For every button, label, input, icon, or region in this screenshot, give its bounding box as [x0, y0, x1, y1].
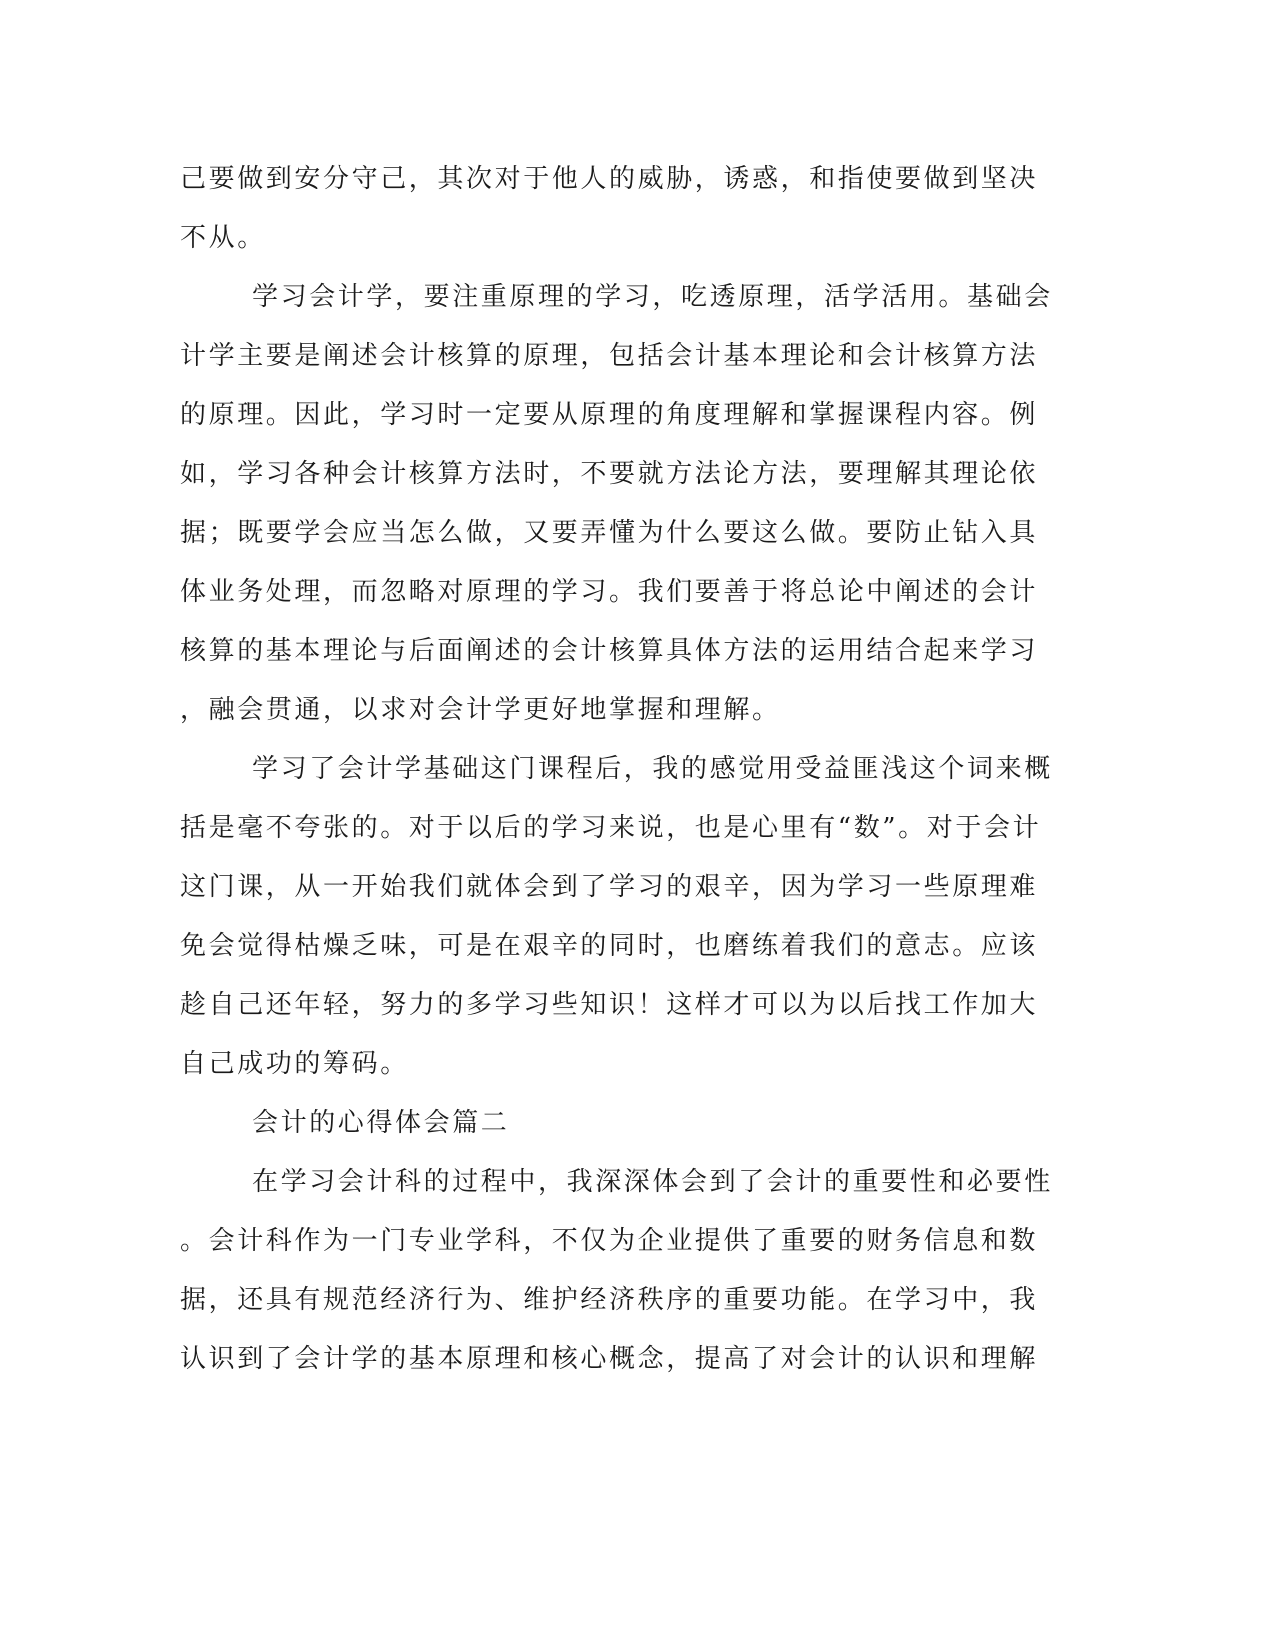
- text-line-10: ，融会贯通，以求对会计学更好地掌握和理解。: [180, 695, 781, 725]
- text-line-14: 免会觉得枯燥乏味，可是在艰辛的同时，也磨练着我们的意志。应该: [180, 931, 1039, 961]
- text-line-21: 认识到了会计学的基本原理和核心概念，提高了对会计的认识和理解: [180, 1344, 1039, 1374]
- text-line-6: 如，学习各种会计核算方法时，不要就方法论方法，要理解其理论依: [180, 459, 1039, 489]
- paragraph-start-line: 学习会计学，要注重原理的学习，吃透原理，活学活用。基础会: [252, 282, 1053, 312]
- text-line-13: 这门课，从一开始我们就体会到了学习的艰辛，因为学习一些原理难: [180, 872, 1039, 902]
- paragraph-start-line: 学习了会计学基础这门课程后，我的感觉用受益匪浅这个词来概: [252, 754, 1053, 784]
- text-line-4: 计学主要是阐述会计核算的原理，包括会计基本理论和会计核算方法: [180, 341, 1039, 371]
- document-body: [180, 150, 1053, 1389]
- text-line-15: 趁自己还年轻，努力的多学习些知识！这样才可以为以后找工作加大: [180, 990, 1039, 1020]
- text-line-9: 核算的基本理论与后面阐述的会计核算具体方法的运用结合起来学习: [180, 636, 1039, 666]
- text-line-7: 据；既要学会应当怎么做，又要弄懂为什么要这么做。要防止钻入具: [180, 518, 1039, 548]
- text-line-2: 不从。: [180, 223, 266, 253]
- text-line-19: 。会计科作为一门专业学科，不仅为企业提供了重要的财务信息和数: [180, 1226, 1039, 1256]
- text-line-12: 括是毫不夸张的。对于以后的学习来说，也是心里有“数”。对于会计: [180, 813, 1042, 843]
- paragraph-start-line: 在学习会计科的过程中，我深深体会到了会计的重要性和必要性: [252, 1167, 1053, 1197]
- text-line-16: 自己成功的筹码。: [180, 1049, 409, 1079]
- text-line-1: 己要做到安分守己，其次对于他人的威胁，诱惑，和指使要做到坚决: [180, 164, 1039, 194]
- text-line-20: 据，还具有规范经济行为、维护经济秩序的重要功能。在学习中，我: [180, 1285, 1039, 1315]
- text-line-5: 的原理。因此，学习时一定要从原理的角度理解和掌握课程内容。例: [180, 400, 1039, 430]
- section-heading: 会计的心得体会篇二: [252, 1108, 510, 1138]
- text-line-8: 体业务处理，而忽略对原理的学习。我们要善于将总论中阐述的会计: [180, 577, 1039, 607]
